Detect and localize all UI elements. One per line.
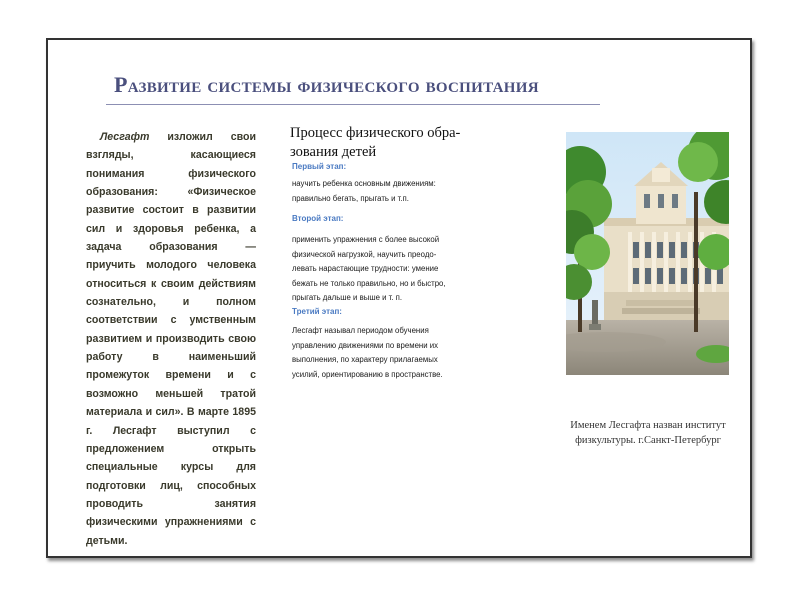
process-heading: Процесс физического обра- зования детей <box>290 125 461 160</box>
author-name: Лесгафт <box>100 131 150 143</box>
stage-1-text: научить ребенка основным движениям: правильно бегать, прыгать и т.п. <box>292 179 436 203</box>
slide-title: Развитие системы физического воспитания <box>114 72 539 97</box>
stage-2-label: Второй этап: <box>292 214 344 223</box>
title-underline <box>106 104 600 105</box>
building-photo-icon <box>566 132 729 375</box>
stage-3-label: Третий этап: <box>292 307 342 316</box>
stage-3-text: Лесгафт называл периодом обучения управлению движениями по времени их выполнения, по характеру прилагаемых усилий, ориентированию в пространстве. <box>292 326 443 379</box>
photo-caption: Именем Лесгафта назван институт физкультуры. г.Санкт-Петербург <box>570 420 726 446</box>
left-body-text: изложил свои взгляды, касающиеся понимания физического образования: «Физическое развитие состоит в развитии сил и здоровья ребенка, а задача образования — приучить молодого человека относиться к своим действиям сознательно, и полном соответствии с умственным развитием и производить свою работу в наименьший промежуток времени и с возможно меньшей тратой материала и сил». В марте 1895 г. Лесгафт выступил с предложением открыть специальные курсы для подготовки лиц, способных проводить занятия физическими упражнениями с детьми. <box>86 131 256 547</box>
stage-2-text: применить упражнения с более высокой физической нагрузкой, научить преодо- левать нарастающие трудности: умение бежать не только правильно, но и быстро, прыгать дальше и выше и т. п. <box>292 235 446 303</box>
building-photo <box>566 132 729 375</box>
left-text-column <box>86 128 256 550</box>
stage-1-label: Первый этап: <box>292 162 347 171</box>
